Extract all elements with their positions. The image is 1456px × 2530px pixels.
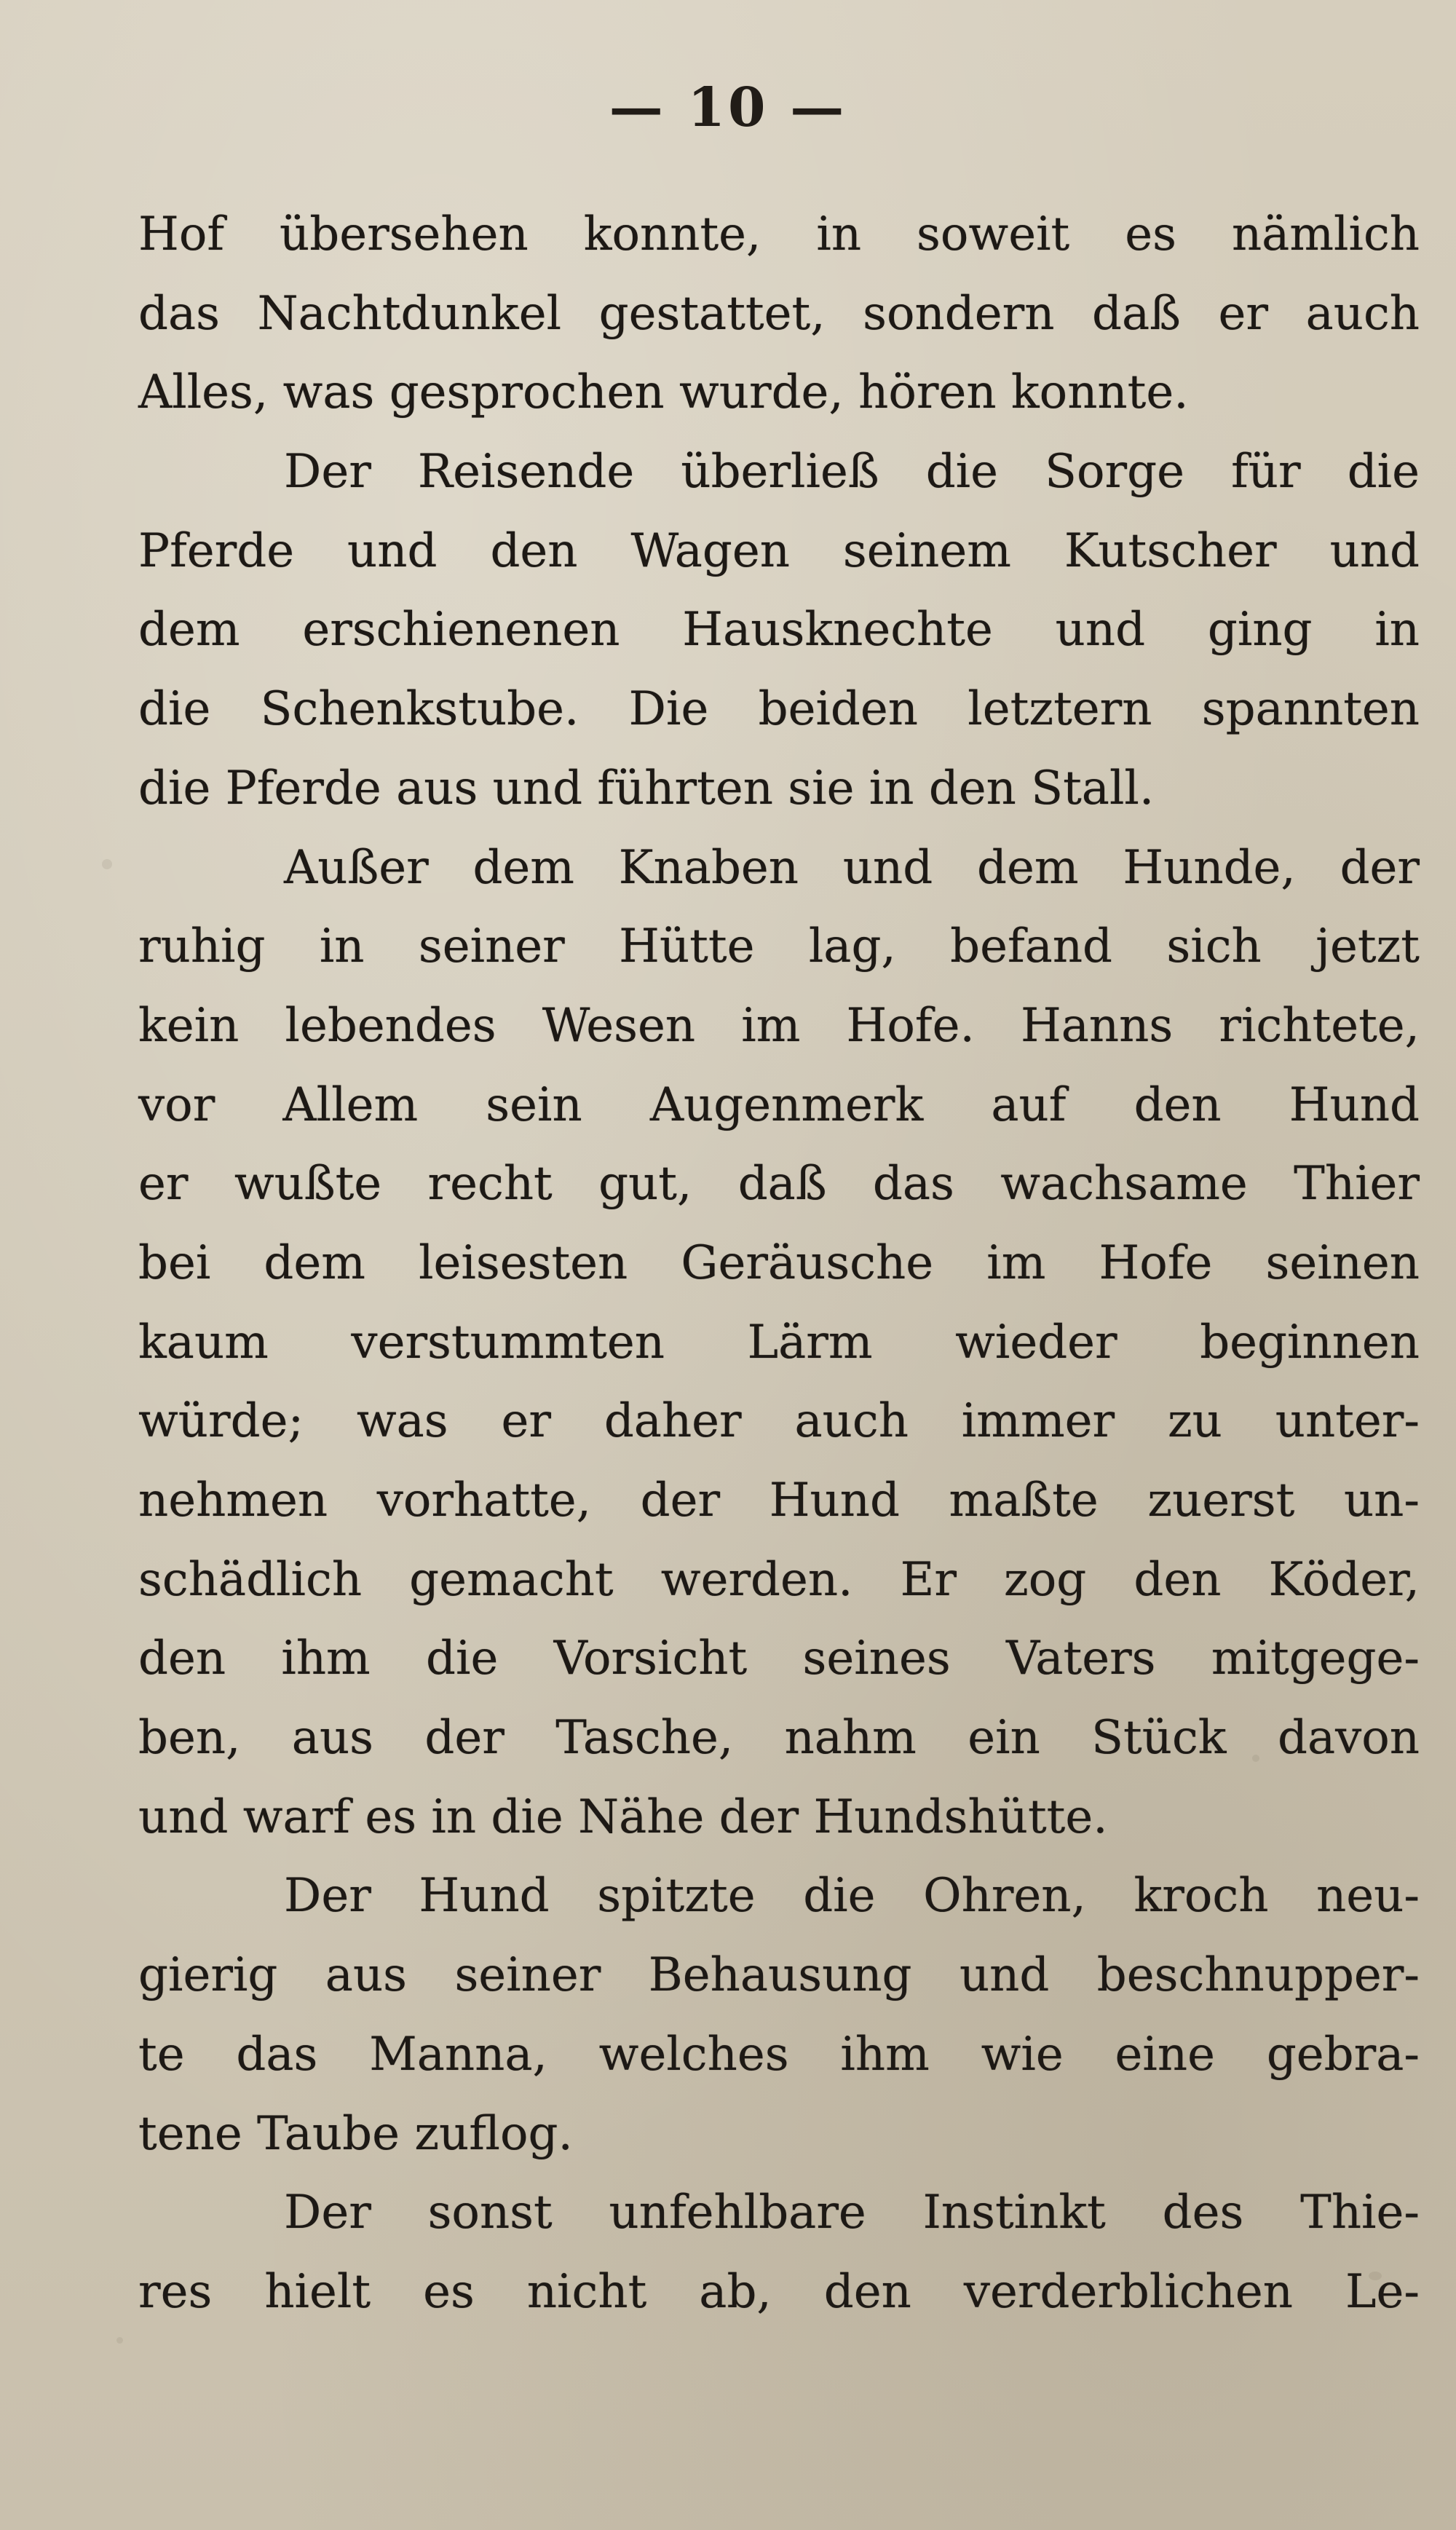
text-line: kaum verstummten Lärm wieder beginnen — [138, 1315, 1420, 1369]
text-line: nehmen vorhatte, der Hund maßte zuerst un- — [138, 1474, 1420, 1527]
text-line: te das Manna, welches ihm wie eine gebra- — [138, 2027, 1420, 2082]
page-number: — 10 — — [609, 76, 847, 139]
text-line: res hielt es nicht ab, den verderblichen Le- — [138, 2264, 1420, 2319]
text-line: schädlich gemacht werden. Er zog den Köder, — [138, 1552, 1420, 1607]
text-line: ruhig in seiner Hütte lag, befand sich jetzt — [138, 920, 1420, 974]
text-line: bei dem leisesten Geräusche im Hofe seinen — [138, 1236, 1420, 1290]
text-line: Alles, was gesprochen wurde, hören konnte. — [138, 365, 1189, 420]
text-line: Hof übersehen konnte, in soweit es nämlich — [138, 207, 1420, 261]
text-line: Der Reisende überließ die Sorge für die — [284, 445, 1420, 499]
text-line: den ihm die Vorsicht seines Vaters mitgege- — [138, 1632, 1420, 1686]
text-line: vor Allem sein Augenmerk auf den Hund — [138, 1078, 1420, 1132]
text-line: er wußte recht gut, daß das wachsame Thier — [138, 1157, 1420, 1211]
text-line: Der Hund spitzte die Ohren, kroch neu- — [284, 1869, 1420, 1924]
text-line: ben, aus der Tasche, nahm ein Stück davon — [138, 1711, 1420, 1766]
text-line: gierig aus seiner Behausung und beschnupper- — [138, 1948, 1420, 2003]
text-line: und warf es in die Nähe der Hundshütte. — [138, 1790, 1108, 1844]
text-line: würde; was er daher auch immer zu unter- — [138, 1394, 1420, 1449]
text-line: tene Taube zuflog. — [138, 2106, 573, 2161]
text-line: die Pferde aus und führten sie in den Stall. — [138, 761, 1155, 815]
body-text — [138, 195, 1420, 2332]
text-line: das Nachtdunkel gestattet, sondern daß er auch — [138, 286, 1420, 341]
text-line: Pferde und den Wagen seinem Kutscher und — [138, 523, 1420, 578]
text-line: kein lebendes Wesen im Hofe. Hanns richtete, — [138, 998, 1420, 1053]
text-line: dem erschienenen Hausknechte und ging in — [138, 603, 1420, 657]
text-line: Außer dem Knaben und dem Hunde, der — [284, 840, 1420, 895]
text-line: Der sonst unfehlbare Instinkt des Thie- — [284, 2186, 1420, 2240]
text-line: die Schenkstube. Die beiden letztern spannten — [138, 682, 1420, 737]
